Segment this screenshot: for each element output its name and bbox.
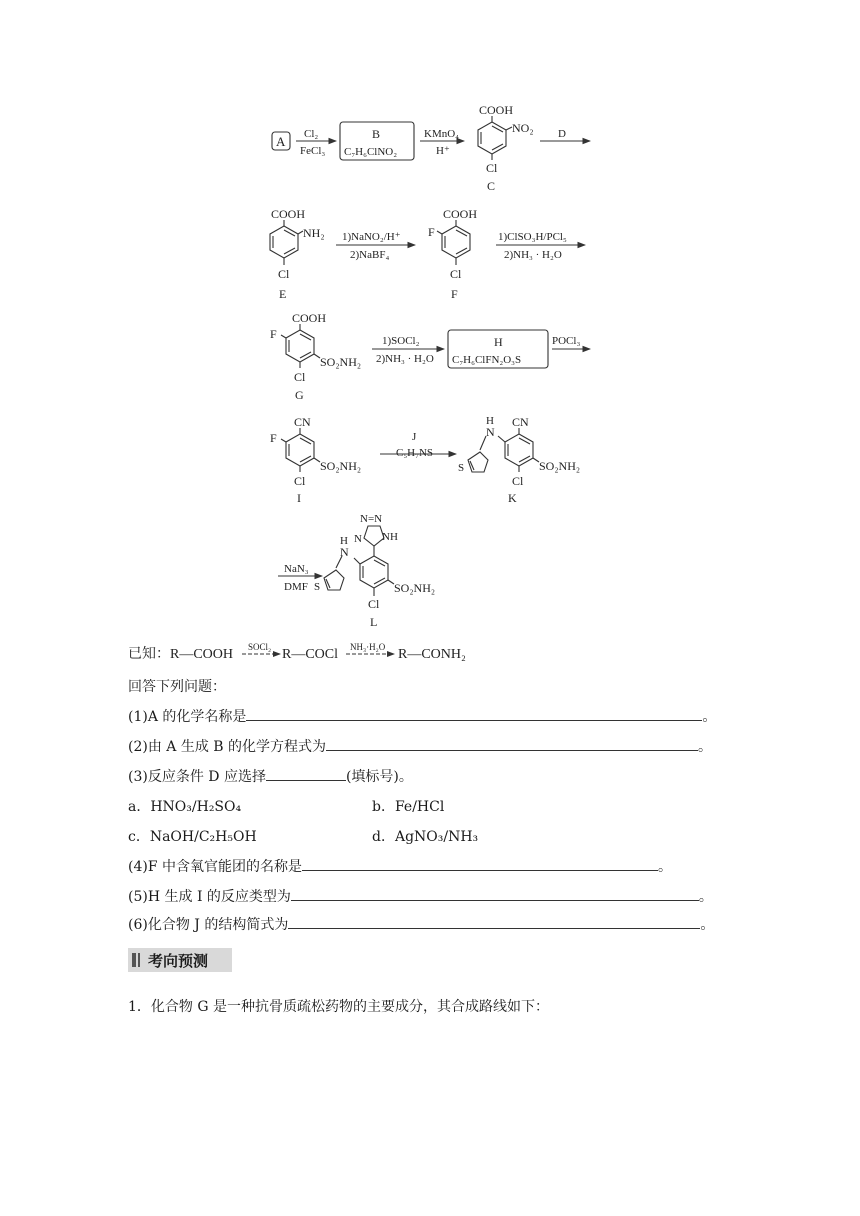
svg-text:2)NH₃ · H₂O: 2)NH₃ · H₂O (376, 353, 434, 365)
compound-c-ring (478, 122, 506, 154)
svg-text:D: D (558, 128, 566, 140)
answer-blank-3[interactable] (266, 767, 346, 781)
section-marker-icon (132, 953, 136, 967)
svg-text:SO₂NH₂: SO₂NH₂ (320, 355, 362, 369)
svg-text:DMF: DMF (284, 581, 308, 593)
svg-text:SO₂NH₂: SO₂NH₂ (539, 459, 581, 473)
svg-text:N: N (340, 545, 349, 559)
svg-text:NaN₃: NaN₃ (284, 563, 309, 575)
option-b: b．Fe/HCl (372, 799, 445, 815)
svg-text:Cl: Cl (512, 474, 524, 488)
compound-l-label: L (370, 615, 378, 629)
compound-k-label: K (508, 491, 517, 505)
known-arrow2-reagent: NH₃·H₂O (350, 642, 386, 652)
svg-text:Cl: Cl (450, 267, 462, 281)
compound-g-ring (286, 330, 314, 362)
svg-text:S: S (458, 462, 465, 474)
compound-b-formula: C₇H₆ClNO₂ (344, 146, 398, 158)
question-2: (2)由 A 生成 B 的化学方程式为 。 (128, 739, 713, 755)
question-1: (1)A 的化学名称是 。 (128, 709, 717, 725)
section-title: 考向预测 (148, 952, 209, 970)
compound-g-label: G (295, 388, 304, 402)
known-prefix: 已知：R—COOH (128, 647, 234, 662)
svg-text:FeCl₃: FeCl₃ (300, 145, 326, 157)
compound-e-label: E (279, 287, 287, 301)
svg-text:H: H (486, 415, 494, 427)
answer-blank-1[interactable] (246, 707, 702, 721)
compound-a-label: A (276, 134, 286, 149)
compound-k-ring (505, 434, 533, 466)
svg-text:KMnO₄: KMnO₄ (424, 128, 460, 140)
compound-l-ring (360, 556, 388, 588)
svg-text:Cl₂: Cl₂ (304, 128, 319, 140)
tetrazole-ring (364, 526, 384, 546)
svg-text:SO₂NH₂: SO₂NH₂ (394, 581, 436, 595)
svg-text:S: S (314, 581, 321, 593)
svg-text:SO₂NH₂: SO₂NH₂ (320, 459, 362, 473)
section-header (128, 948, 232, 972)
known-mid: R—COCl (282, 647, 339, 662)
compound-e-ring (270, 226, 298, 258)
svg-text:COOH: COOH (479, 103, 514, 117)
svg-text:F: F (270, 431, 277, 445)
compound-h-label: H (494, 335, 503, 349)
svg-text:N: N (486, 425, 495, 439)
problem-1-text: 1．化合物 G 是一种抗骨质疏松药物的主要成分，其合成路线如下： (128, 999, 549, 1015)
compound-i-ring (286, 434, 314, 466)
answer-blank-2[interactable] (326, 737, 698, 751)
svg-text:NH₂: NH₂ (303, 226, 325, 240)
svg-text:N=N: N=N (360, 513, 383, 525)
compound-b-label: B (372, 127, 381, 141)
svg-text:2)NH₃ · H₂O: 2)NH₃ · H₂O (504, 249, 562, 261)
compound-c-label: C (487, 179, 496, 193)
svg-text:CN: CN (294, 415, 311, 429)
svg-text:2)NaBF₄: 2)NaBF₄ (350, 249, 390, 261)
svg-text:COOH: COOH (292, 311, 327, 325)
answer-blank-4[interactable] (302, 857, 658, 871)
svg-text:CN: CN (512, 415, 529, 429)
compound-h-formula: C₇H₆ClFN₂O₃S (452, 354, 522, 366)
option-d: d．AgNO₃/NH₃ (372, 829, 479, 845)
svg-text:Cl: Cl (368, 597, 380, 611)
svg-text:1)NaNO₂/H⁺: 1)NaNO₂/H⁺ (342, 231, 401, 243)
svg-text:NO₂: NO₂ (512, 121, 534, 135)
svg-text:H: H (340, 535, 348, 547)
svg-text:J: J (412, 431, 417, 443)
known-arrow1-reagent: SOCl₂ (248, 642, 272, 652)
questions-intro: 回答下列问题： (128, 679, 226, 695)
svg-text:1)SOCl₂: 1)SOCl₂ (382, 335, 420, 347)
compound-f-ring (442, 226, 470, 258)
svg-text:Cl: Cl (278, 267, 290, 281)
compound-i-label: I (297, 491, 301, 505)
svg-text:F: F (270, 327, 277, 341)
svg-text:COOH: COOH (271, 207, 306, 221)
svg-text:F: F (428, 225, 435, 239)
question-3: (3)反应条件 D 应选择 (填标号)。 (128, 769, 413, 785)
svg-text:Cl: Cl (294, 370, 306, 384)
answer-blank-6[interactable] (288, 915, 700, 929)
option-c: c．NaOH/C₂H₅OH (128, 829, 257, 845)
svg-text:N: N (354, 533, 362, 545)
svg-text:POCl₃: POCl₃ (552, 335, 581, 347)
answer-blank-5[interactable] (291, 887, 699, 901)
option-a: a．HNO₃/H₂SO₄ (128, 799, 242, 815)
svg-text:H⁺: H⁺ (436, 145, 450, 157)
compound-f-label: F (451, 287, 458, 301)
question-5: (5)H 生成 I 的反应类型为 。 (128, 889, 713, 905)
question-6: (6)化合物 J 的结构简式为 。 (128, 917, 715, 933)
known-product: R—CONH₂ (398, 647, 466, 662)
svg-text:Cl: Cl (486, 161, 498, 175)
svg-text:1)ClSO₃H/PCl₅: 1)ClSO₃H/PCl₅ (498, 231, 567, 243)
svg-text:NH: NH (382, 531, 398, 543)
svg-text:C₅H₇NS: C₅H₇NS (396, 447, 434, 459)
svg-text:COOH: COOH (443, 207, 478, 221)
question-4: (4)F 中含氧官能团的名称是 。 (128, 859, 672, 875)
svg-text:Cl: Cl (294, 474, 306, 488)
